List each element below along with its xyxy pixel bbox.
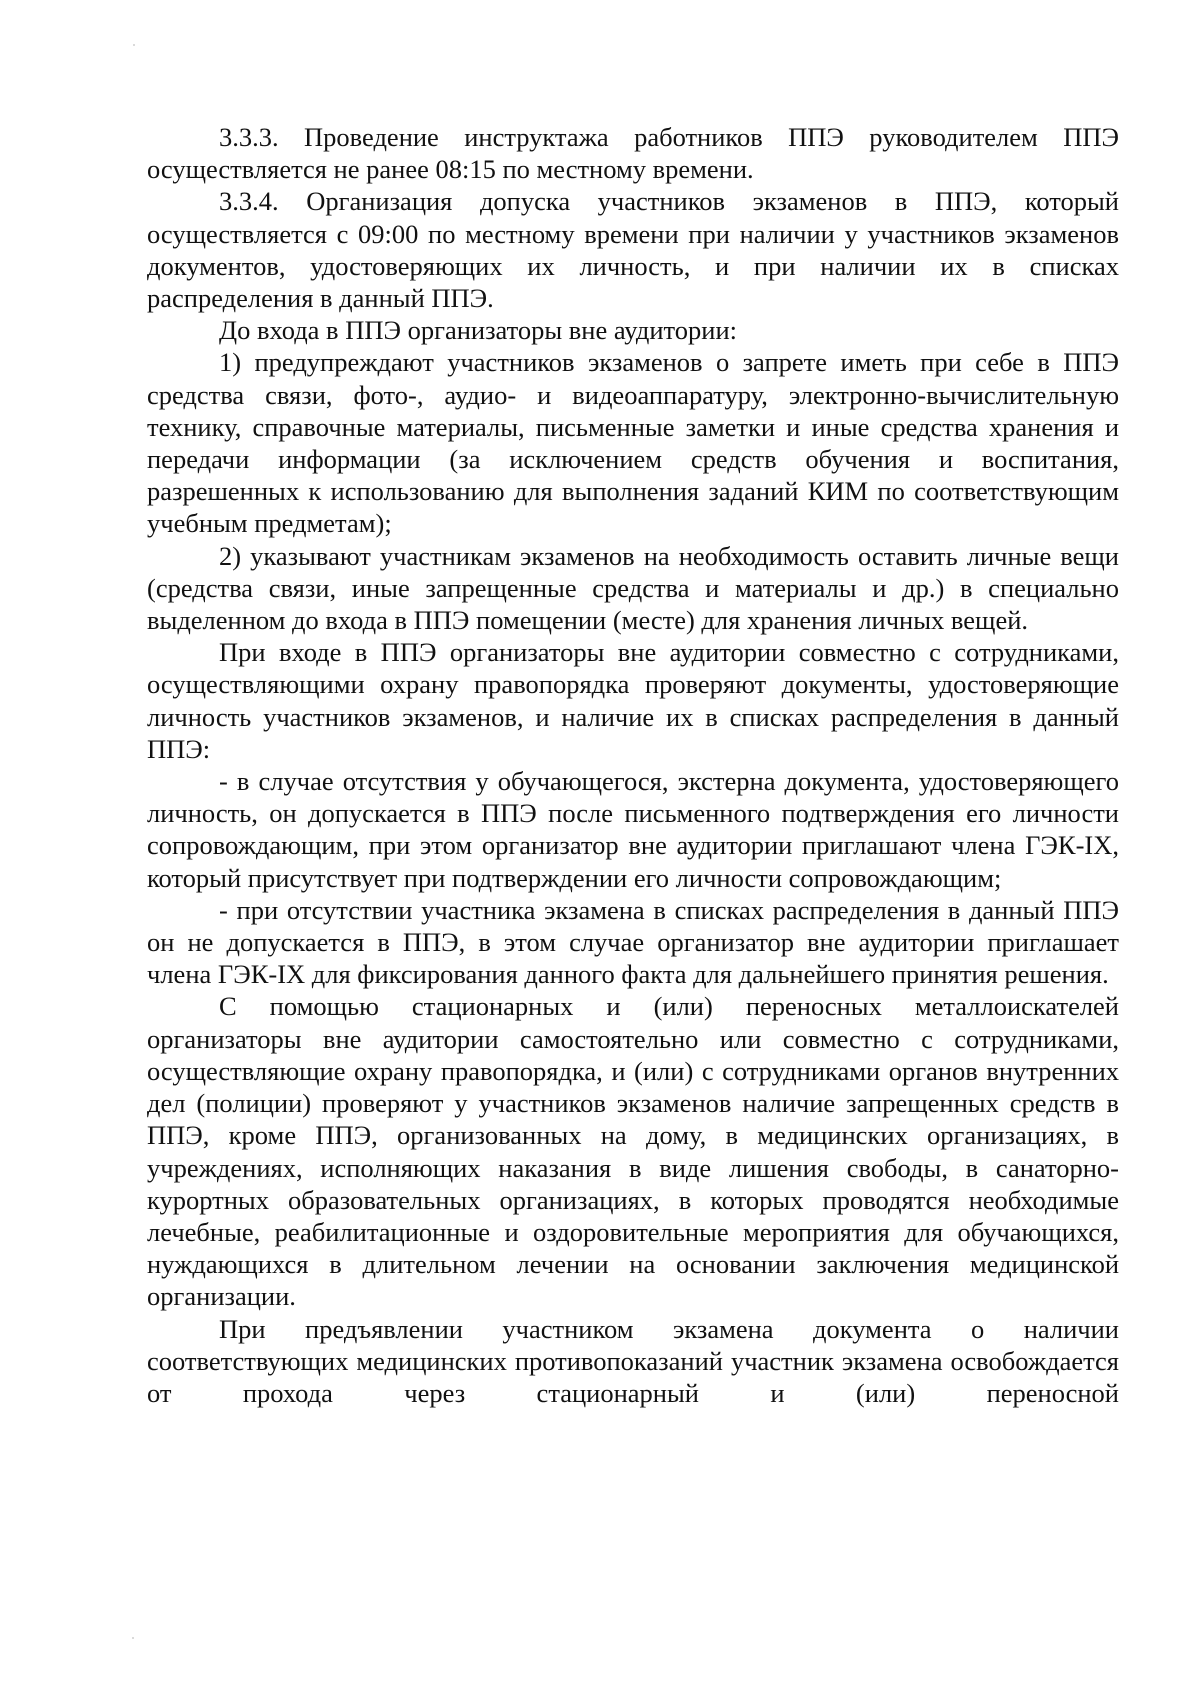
paragraph-at-entry: При входе в ППЭ организаторы вне аудитории совместно с сотрудниками, осуществляющими охрану правопорядка проверяют документы, удостоверяющие личность участников экзаменов, и наличие их в списках распределения в данный ППЭ:: [147, 637, 1119, 764]
paragraph-not-in-list: - при отсутствии участника экзамена в списках распределения в данный ППЭ он не допускается в ППЭ, в этом случае организатор вне аудитории приглашает члена ГЭК-IX для фиксирования данного факта для дальнейшего принятия решения.: [147, 894, 1119, 990]
paragraph-item-2: 2) указывают участникам экзаменов на необходимость оставить личные вещи (средства связи, иные запрещенные средства и материалы и др.) в специально выделенном до входа в ППЭ помещении (месте) для хранения личных вещей.: [147, 540, 1119, 636]
paragraph-3-3-4: 3.3.4. Организация допуска участников экзаменов в ППЭ, который осуществляется с 09:00 по местному времени при наличии у участников экзаменов документов, удостоверяющих их личность, и при наличии их в списках распределения в данный ППЭ.: [147, 186, 1119, 314]
paragraph-item-1: 1) предупреждают участников экзаменов о запрете иметь при себе в ППЭ средства связи, фото-, аудио- и видеоаппаратуру, электронно-вычислительную технику, справочные материалы, письменные заметки и иные средства хранения и передачи информации (за исключением средств обучения и воспитания, разрешенных к использованию для выполнения заданий КИМ по соответствующим учебным предметам);: [147, 347, 1119, 539]
paragraph-metal-detectors: С помощью стационарных и (или) переносных металлоискателей организаторы вне аудитории самостоятельно или совместно с сотрудниками, осуществляющие охрану правопорядка, и (или) с сотрудниками органов внутренних дел (полиции) проверяют у участников экзаменов наличие запрещенных средств в ППЭ, кроме ППЭ, организованных на дому, в медицинских организациях, в учреждениях, исполняющих наказания в виде лишения свободы, в санаторно-курортных образовательных организациях, в которых проводятся необходимые лечебные, реабилитационные и оздоровительные мероприятия для обучающихся, нуждающихся в длительном лечении на основании заключения медицинской организации.: [147, 991, 1119, 1312]
document-body: [147, 121, 1119, 1409]
scan-dot: [133, 44, 135, 46]
paragraph-3-3-3: 3.3.3. Проведение инструктажа работников ППЭ руководителем ППЭ осуществляется не ранее 08:15 по местному времени.: [147, 122, 1119, 185]
paragraph-before-entry: До входа в ППЭ организаторы вне аудитории:: [219, 315, 737, 346]
paragraph-no-document: - в случае отсутствия у обучающегося, экстерна документа, удостоверяющего личность, он допускается в ППЭ после письменного подтверждения его личности сопровождающим, при этом организатор вне аудитории приглашают члена ГЭК-IX, который присутствует при подтверждении его личности сопровождающим;: [147, 766, 1119, 893]
paragraph-medical-exemption: При предъявлении участником экзамена документа о наличии соответствующих медицинских противопоказаний участник экзамена освобождается от прохода через стационарный и (или) переносной: [147, 1313, 1119, 1408]
scan-dot: [132, 1637, 134, 1639]
